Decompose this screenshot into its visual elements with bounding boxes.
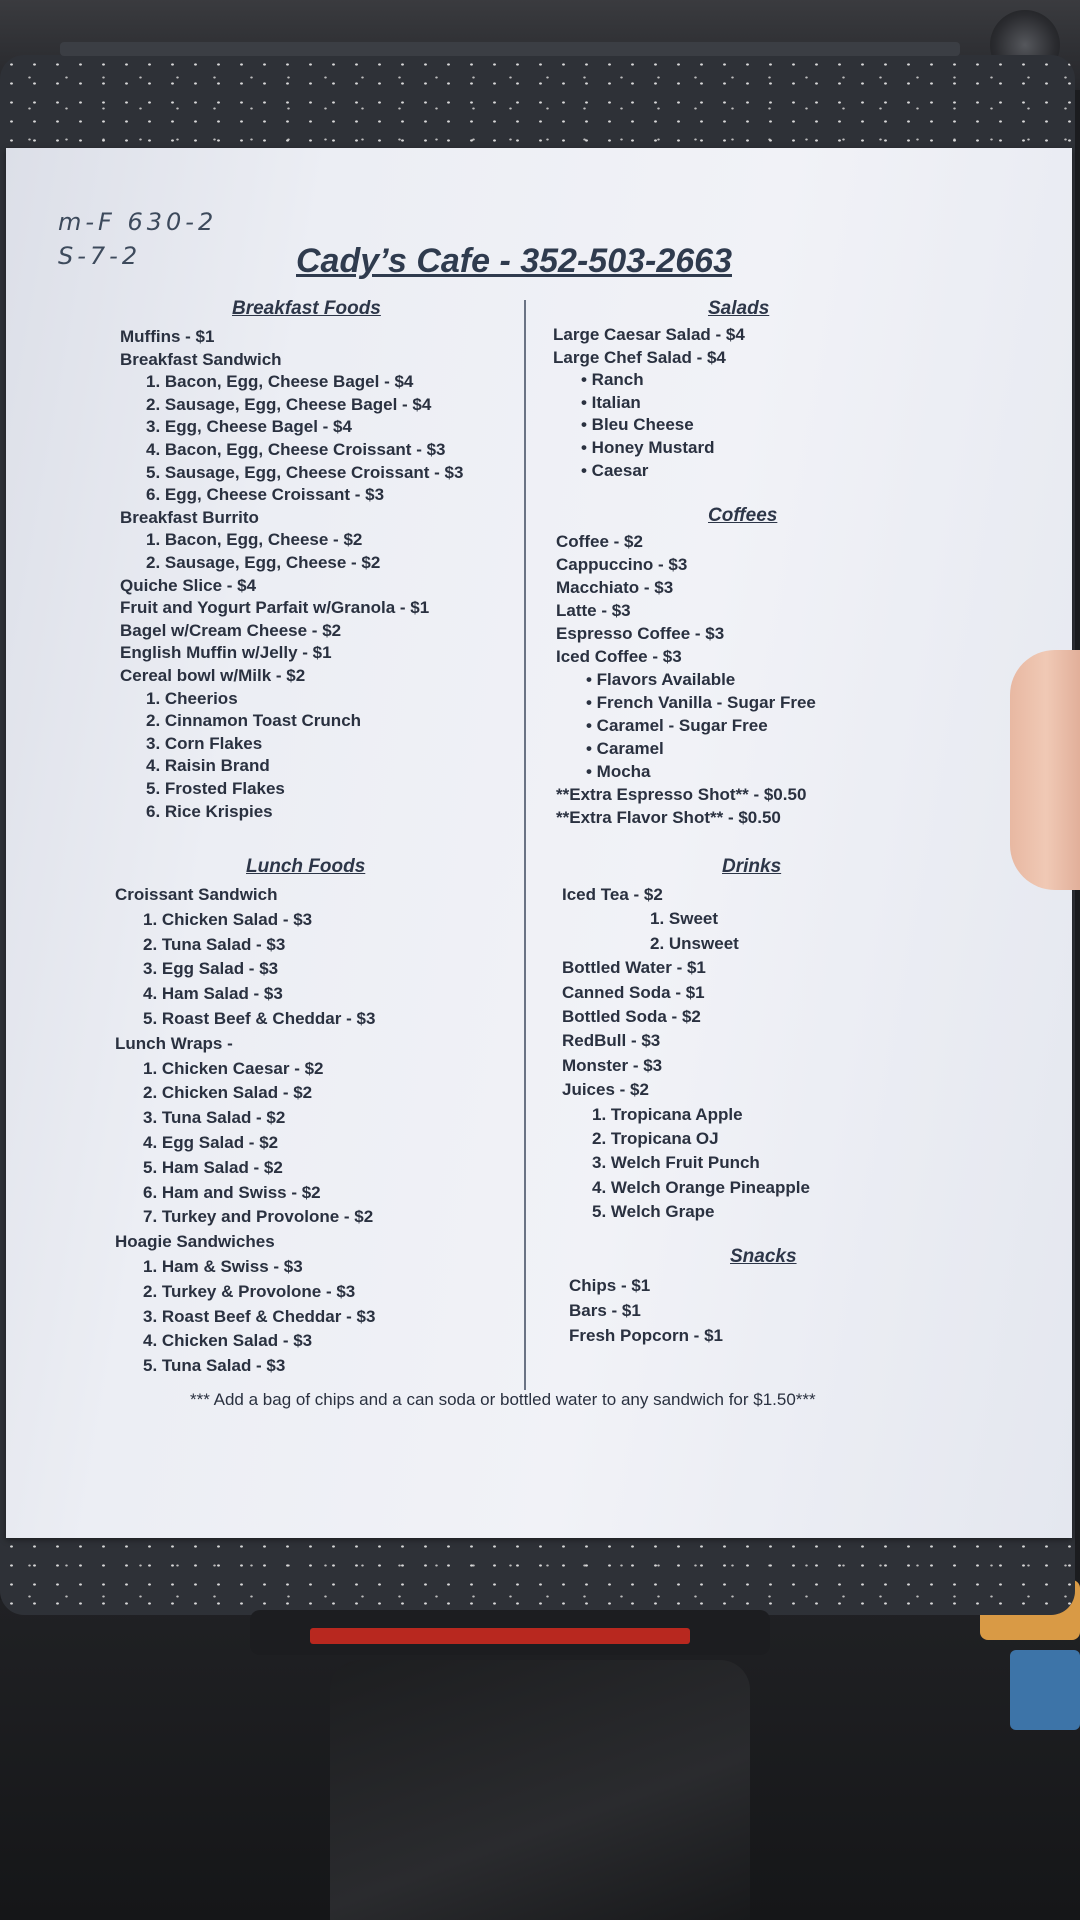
menu-line-lunch: 3. Tuna Salad - $2 — [143, 1108, 286, 1128]
menu-line-drinks: Monster - $3 — [562, 1055, 663, 1075]
menu-line-breakfast: 6. Egg, Cheese Croissant - $3 — [146, 485, 385, 505]
menu-line-salads: • Italian — [581, 392, 641, 412]
menu-line-drinks: Bottled Soda - $2 — [562, 1007, 701, 1026]
menu-line-drinks: Canned Soda - $1 — [562, 982, 705, 1002]
column-divider — [524, 300, 526, 1390]
menu-line-breakfast: Breakfast Burrito — [120, 507, 259, 527]
menu-line-breakfast: Muffins - $1 — [120, 327, 215, 346]
handwritten-hours-line-2: S-7-2 — [58, 242, 142, 270]
menu-line-coffees: Espresso Coffee - $3 — [556, 624, 725, 643]
page-title: Cady’s Cafe - 352-503-2663 — [296, 242, 732, 280]
menu-line-lunch: 1. Chicken Caesar - $2 — [143, 1058, 324, 1078]
menu-line-breakfast: 2. Sausage, Egg, Cheese Bagel - $4 — [146, 394, 432, 414]
thumb — [1010, 650, 1080, 890]
menu-line-breakfast: Quiche Slice - $4 — [120, 575, 257, 595]
menu-line-lunch: 3. Egg Salad - $3 — [143, 959, 279, 979]
menu-line-lunch: 2. Tuna Salad - $3 — [143, 934, 286, 954]
menu-line-coffees: • Mocha — [586, 762, 651, 781]
menu-line-salads: • Honey Mustard — [581, 438, 715, 457]
menu-line-breakfast: 5. Frosted Flakes — [146, 779, 285, 798]
menu-line-lunch: 4. Ham Salad - $3 — [143, 984, 283, 1004]
menu-line-salads: • Caesar — [581, 460, 649, 480]
menu-line-drinks: 5. Welch Grape — [592, 1202, 715, 1222]
menu-line-salads: Large Chef Salad - $4 — [553, 347, 726, 367]
background-object-blue — [1010, 1650, 1080, 1730]
menu-line-lunch: 2. Chicken Salad - $2 — [143, 1083, 313, 1103]
menu-line-coffees: **Extra Espresso Shot** - $0.50 — [556, 785, 807, 804]
menu-line-lunch: 1. Chicken Salad - $3 — [143, 909, 313, 929]
section-heading-salads: Salads — [708, 298, 770, 319]
menu-line-snacks: Bars - $1 — [569, 1301, 641, 1320]
menu-line-drinks: Iced Tea - $2 — [562, 885, 663, 904]
menu-line-breakfast: 1. Bacon, Egg, Cheese - $2 — [146, 530, 363, 550]
lap-fabric — [330, 1660, 750, 1920]
section-heading-snacks: Snacks — [730, 1246, 797, 1267]
clipboard-red-strip — [310, 1628, 690, 1644]
handwritten-hours-line-1: m-F 630-2 — [58, 208, 218, 236]
menu-line-breakfast: English Muffin w/Jelly - $1 — [120, 643, 332, 663]
menu-line-drinks: 3. Welch Fruit Punch — [592, 1153, 760, 1173]
menu-line-lunch: Croissant Sandwich — [115, 885, 278, 904]
menu-line-drinks: Bottled Water - $1 — [562, 958, 706, 978]
menu-line-coffees: Coffee - $2 — [556, 532, 643, 551]
menu-line-breakfast: 3. Corn Flakes — [146, 733, 263, 753]
combo-offer-note: *** Add a bag of chips and a can soda or bottled water to any sandwich for $1.50*** — [190, 1390, 816, 1409]
menu-line-breakfast: 2. Sausage, Egg, Cheese - $2 — [146, 553, 381, 572]
menu-line-lunch: 3. Roast Beef & Cheddar - $3 — [143, 1306, 376, 1326]
menu-line-drinks: 1. Tropicana Apple — [592, 1104, 743, 1124]
menu-line-coffees: **Extra Flavor Shot** - $0.50 — [556, 808, 781, 827]
menu-line-breakfast: 4. Raisin Brand — [146, 756, 270, 776]
menu-line-drinks: 2. Tropicana OJ — [592, 1129, 719, 1148]
menu-line-lunch: 5. Tuna Salad - $3 — [143, 1356, 286, 1376]
menu-line-breakfast: 4. Bacon, Egg, Cheese Croissant - $3 — [146, 440, 446, 459]
menu-line-lunch: 5. Roast Beef & Cheddar - $3 — [143, 1009, 376, 1028]
menu-line-breakfast: 2. Cinnamon Toast Crunch — [146, 711, 362, 731]
menu-line-coffees: Cappuccino - $3 — [556, 555, 688, 574]
section-heading-drinks: Drinks — [722, 856, 782, 877]
menu-line-lunch: 4. Chicken Salad - $3 — [143, 1331, 313, 1351]
menu-line-drinks: 4. Welch Orange Pineapple — [592, 1177, 810, 1197]
menu-line-lunch: 5. Ham Salad - $2 — [143, 1157, 283, 1177]
menu-line-breakfast: 3. Egg, Cheese Bagel - $4 — [146, 417, 352, 437]
menu-line-breakfast: 5. Sausage, Egg, Cheese Croissant - $3 — [146, 462, 464, 482]
menu-line-breakfast: Breakfast Sandwich — [120, 349, 282, 369]
menu-line-coffees: • Caramel — [586, 739, 664, 758]
menu-line-breakfast: Fruit and Yogurt Parfait w/Granola - $1 — [120, 598, 430, 618]
menu-line-lunch: 1. Ham & Swiss - $3 — [143, 1257, 303, 1276]
section-heading-coffees: Coffees — [708, 505, 778, 526]
menu-line-drinks: 1. Sweet — [650, 909, 719, 929]
clipboard-top-edge — [60, 42, 960, 56]
menu-line-coffees: • French Vanilla - Sugar Free — [586, 693, 816, 712]
menu-line-breakfast: 6. Rice Krispies — [146, 801, 273, 821]
menu-line-lunch: Lunch Wraps - — [115, 1033, 233, 1053]
menu-line-lunch: Hoagie Sandwiches — [115, 1232, 275, 1252]
menu-line-breakfast: 1. Cheerios — [146, 688, 238, 708]
menu-line-coffees: Latte - $3 — [556, 601, 631, 620]
menu-line-drinks: RedBull - $3 — [562, 1031, 661, 1051]
menu-line-salads: • Bleu Cheese — [581, 415, 694, 435]
section-heading-lunch: Lunch Foods — [246, 856, 366, 877]
menu-line-breakfast: 1. Bacon, Egg, Cheese Bagel - $4 — [146, 372, 414, 392]
menu-line-drinks: Juices - $2 — [562, 1080, 649, 1100]
menu-line-snacks: Fresh Popcorn - $1 — [569, 1326, 723, 1345]
menu-line-lunch: 6. Ham and Swiss - $2 — [143, 1182, 321, 1202]
menu-line-snacks: Chips - $1 — [569, 1276, 651, 1295]
menu-line-salads: Large Caesar Salad - $4 — [553, 325, 745, 344]
menu-line-coffees: • Caramel - Sugar Free — [586, 716, 768, 735]
menu-line-breakfast: Cereal bowl w/Milk - $2 — [120, 666, 306, 685]
menu-line-coffees: Iced Coffee - $3 — [556, 647, 682, 666]
menu-line-coffees: • Flavors Available — [586, 670, 736, 689]
menu-line-coffees: Macchiato - $3 — [556, 578, 674, 597]
section-heading-breakfast: Breakfast Foods — [232, 298, 381, 319]
menu-line-lunch: 7. Turkey and Provolone - $2 — [143, 1207, 374, 1227]
menu-line-salads: • Ranch — [581, 370, 644, 390]
menu-line-breakfast: Bagel w/Cream Cheese - $2 — [120, 620, 342, 640]
menu-line-drinks: 2. Unsweet — [650, 933, 739, 953]
menu-line-lunch: 4. Egg Salad - $2 — [143, 1133, 279, 1152]
menu-line-lunch: 2. Turkey & Provolone - $3 — [143, 1281, 356, 1301]
